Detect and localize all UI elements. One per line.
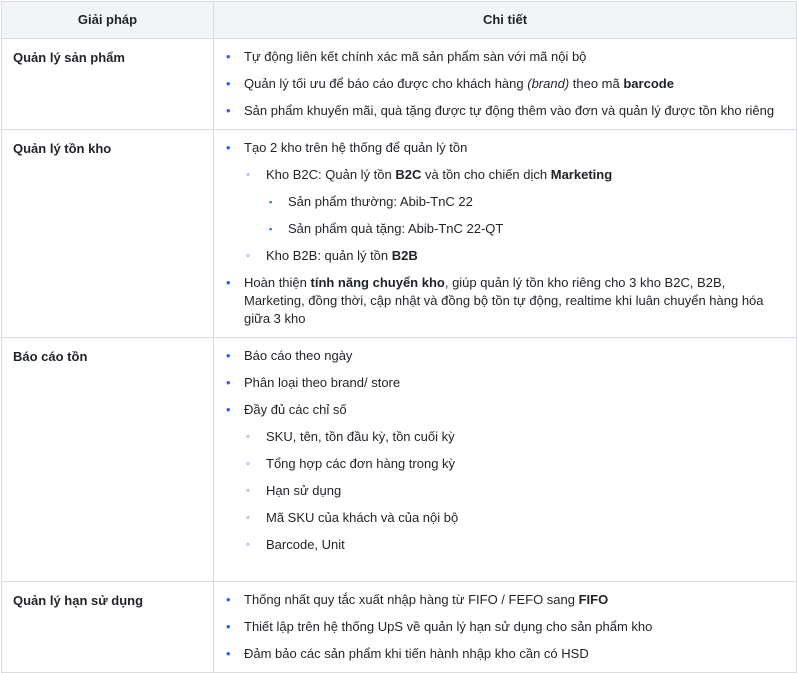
- bullet-icon: ◦: [246, 539, 250, 551]
- bullet-icon: ◦: [246, 512, 250, 524]
- bullet-icon: ▪: [269, 224, 273, 234]
- list-item: [214, 347, 796, 365]
- list-item: [214, 482, 796, 500]
- list-item: [214, 247, 796, 265]
- text-run: Báo cáo theo ngày: [244, 348, 353, 363]
- list-item-text: [244, 347, 796, 365]
- list-item-text: [266, 428, 796, 446]
- bullet-icon: •: [226, 103, 231, 118]
- text-run: Hạn sử dụng: [266, 483, 342, 498]
- bullet-icon: •: [226, 275, 231, 290]
- bullet-icon: •: [226, 375, 231, 390]
- bullet-icon: ◦: [246, 169, 250, 181]
- header-row: [2, 2, 797, 39]
- text-run: Kho B2C: Quản lý tồn: [266, 167, 396, 182]
- text-run: Tự động liên kết chính xác mã sản phẩm sàn với mã nội bộ: [244, 49, 587, 64]
- list-item-text: [244, 48, 796, 66]
- solution-cell: Quản lý sản phẩm: [2, 39, 214, 130]
- text-run: theo mã: [569, 76, 624, 91]
- text-run: B2C: [395, 167, 422, 182]
- text-run: Hoàn thiện: [244, 275, 311, 290]
- text-run: Marketing: [550, 167, 613, 182]
- detail-cell: [214, 338, 797, 582]
- bullet-icon: •: [226, 140, 231, 155]
- list-item: [214, 401, 796, 419]
- list-item-text: [244, 374, 796, 392]
- list-item: [214, 139, 796, 157]
- list-item-text: [266, 247, 796, 265]
- list-item-text: [266, 166, 796, 184]
- text-run: , giúp quản lý tồn kho riêng cho 3 kho B2C, B2B, Marketing, đồng thời, cập nhật và đồng bộ tồn tự động, realtime khi luân chuyển hàng hóa giữa 3 kho: [244, 275, 764, 326]
- text-run: Barcode, Unit: [266, 537, 345, 552]
- text-run: barcode: [623, 76, 674, 91]
- solution-cell: Quản lý tồn kho: [2, 130, 214, 338]
- list-item-text: [244, 102, 796, 120]
- list-item: [214, 274, 796, 328]
- text-run: Quản lý tối ưu để báo cáo được cho khách hàng: [244, 76, 528, 91]
- list-item: [214, 428, 796, 446]
- text-run: SKU, tên, tồn đầu kỳ, tồn cuối kỳ: [266, 429, 455, 444]
- bullet-icon: •: [226, 619, 231, 634]
- list-item: [214, 374, 796, 392]
- bullet-icon: •: [226, 592, 231, 607]
- text-run: Mã SKU của khách và của nội bộ: [266, 510, 459, 525]
- text-run: Kho B2B: quản lý tồn: [266, 248, 392, 263]
- text-run: Sản phẩm quà tặng: Abib-TnC 22-QT: [288, 221, 504, 236]
- list-item-text: [266, 509, 796, 527]
- bullet-icon: •: [226, 402, 231, 417]
- text-run: Sản phẩm khuyến mãi, quà tặng được tự động thêm vào đơn và quản lý được tồn kho riêng: [244, 103, 775, 118]
- detail-list: [214, 347, 796, 563]
- list-item: [214, 48, 796, 66]
- bullet-icon: •: [226, 348, 231, 363]
- bullet-icon: ◦: [246, 431, 250, 443]
- header-detail: Chi tiết: [214, 2, 797, 39]
- list-item-text: [288, 220, 796, 238]
- text-run: Phân loại theo brand/ store: [244, 375, 401, 390]
- table-row: [2, 130, 797, 338]
- bullet-icon: ◦: [246, 485, 250, 497]
- bullet-icon: •: [226, 49, 231, 64]
- list-item-text: [244, 75, 796, 93]
- list-item-text: [244, 401, 796, 419]
- solutions-table: [1, 1, 797, 673]
- list-item: [214, 536, 796, 554]
- list-item-text: [266, 536, 796, 554]
- list-item: [214, 75, 796, 93]
- header-solution: Giải pháp: [2, 2, 214, 39]
- bullet-icon: •: [226, 646, 231, 661]
- solution-cell: Báo cáo tồn: [2, 338, 214, 582]
- solution-cell: Quản lý hạn sử dụng: [2, 582, 214, 673]
- text-run: Sản phẩm thường: Abib-TnC 22: [288, 194, 473, 209]
- list-item-text: [244, 139, 796, 157]
- list-item: [214, 102, 796, 120]
- bullet-icon: •: [226, 76, 231, 91]
- list-item-text: [244, 591, 796, 609]
- text-run: Thiết lập trên hệ thống UpS về quản lý hạn sử dụng cho sản phẩm kho: [244, 619, 653, 634]
- detail-cell: [214, 39, 797, 130]
- list-item: [214, 509, 796, 527]
- detail-list: [214, 48, 796, 129]
- list-item: [214, 166, 796, 184]
- text-run: FIFO: [578, 592, 609, 607]
- table-row: [2, 338, 797, 582]
- detail-list: [214, 139, 796, 337]
- detail-list: [214, 591, 796, 672]
- list-item-text: [244, 645, 796, 663]
- table-row: [2, 39, 797, 130]
- table-row: [2, 582, 797, 673]
- list-item-text: [266, 455, 796, 473]
- detail-cell: [214, 130, 797, 338]
- list-item: [214, 645, 796, 663]
- text-run: B2B: [391, 248, 418, 263]
- text-run: và tồn cho chiến dịch: [421, 167, 551, 182]
- text-run: Tổng hợp các đơn hàng trong kỳ: [266, 456, 456, 471]
- detail-cell: [214, 582, 797, 673]
- list-item: [214, 193, 796, 211]
- text-run: Thống nhất quy tắc xuất nhập hàng từ FIFO / FEFO sang: [244, 592, 579, 607]
- list-item: [214, 618, 796, 636]
- bullet-icon: ◦: [246, 458, 250, 470]
- list-item-text: [244, 618, 796, 636]
- text-run: tính năng chuyển kho: [310, 275, 445, 290]
- text-run: Đầy đủ các chỉ số: [244, 402, 347, 417]
- text-run: (brand): [527, 76, 570, 91]
- list-item-text: [266, 482, 796, 500]
- list-item: [214, 455, 796, 473]
- list-item: [214, 591, 796, 609]
- list-item-text: [288, 193, 796, 211]
- list-item-text: [244, 274, 796, 328]
- bullet-icon: ▪: [269, 197, 273, 207]
- bullet-icon: ◦: [246, 250, 250, 262]
- list-item: [214, 220, 796, 238]
- text-run: Đảm bảo các sản phẩm khi tiến hành nhập kho cần có HSD: [244, 646, 589, 661]
- text-run: Tạo 2 kho trên hệ thống để quản lý tồn: [244, 140, 468, 155]
